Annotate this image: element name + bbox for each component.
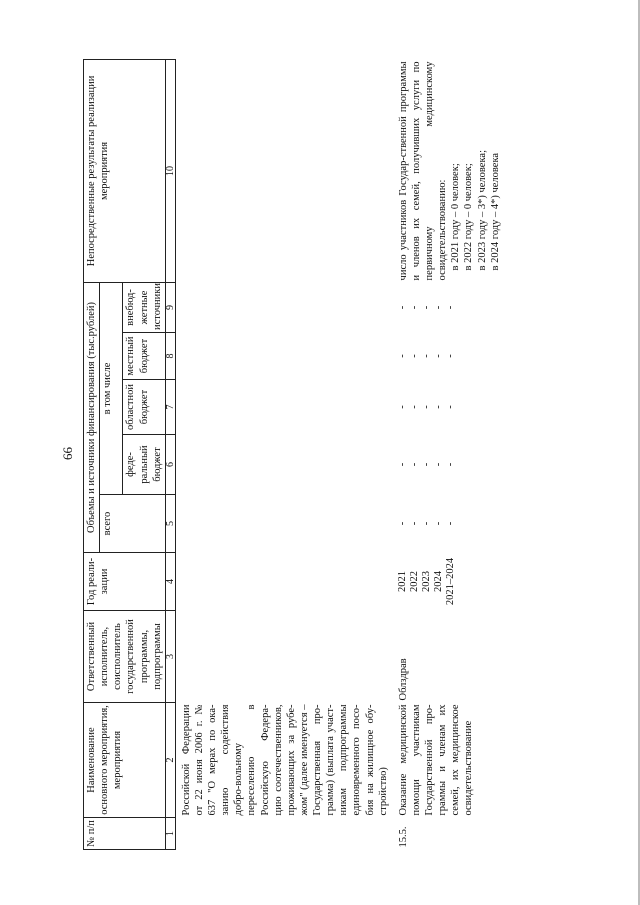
extra-values <box>391 282 503 332</box>
result-item: в 2024 году – 4*) человека <box>489 152 501 271</box>
header-number: № п/п <box>84 818 166 850</box>
program-table <box>83 59 503 850</box>
dash: - <box>432 462 444 467</box>
regional-values <box>391 380 503 435</box>
col-num: 10 <box>165 59 175 282</box>
result-item: в 2021 году – 0 человек; <box>450 163 462 271</box>
result-item: в 2023 году – 3*) человека; <box>476 150 488 271</box>
total-values <box>391 495 503 553</box>
dash: - <box>432 405 444 409</box>
dash: - <box>432 521 444 526</box>
col-num: 8 <box>165 333 175 380</box>
row-executor: Облздрав <box>397 658 409 701</box>
dash: - <box>396 405 408 409</box>
header-local: местный бюджет <box>123 333 165 380</box>
col-num: 4 <box>165 553 175 611</box>
dash: - <box>420 305 432 310</box>
year-2022: 2022 <box>408 571 420 592</box>
col-num: 3 <box>165 611 175 703</box>
col-num: 5 <box>165 495 175 553</box>
dash: - <box>444 405 456 409</box>
dash: - <box>408 462 420 467</box>
col-num: 2 <box>165 703 175 818</box>
dash: - <box>396 354 408 358</box>
dash: - <box>396 462 408 467</box>
year-2021: 2021 <box>396 571 408 592</box>
dash: - <box>396 521 408 526</box>
header-results: Непосредственные результаты реализации мероприятия <box>84 59 166 282</box>
col-num: 1 <box>165 818 175 850</box>
dash: - <box>444 462 456 467</box>
header-total: всего <box>100 495 166 553</box>
continued-text: Российской Федерации от 22 июня 2006 г. № 637 "О мерах по ока-занию содействия добро-вольному переселению в Российскую Федера-цию соотечественников, проживающих за рубе-жом" (далее именуется – Государственная про-грамма) (выплата участ-никам подпрограммы единовременного посо-бия на жилищное обу-стройство) <box>180 704 389 816</box>
year-2024: 2024 <box>432 571 444 592</box>
header-federal: феде-ральный бюджет <box>123 435 165 495</box>
header-regional: областной бюджет <box>123 380 165 435</box>
dash: - <box>444 305 456 310</box>
dash: - <box>420 354 432 358</box>
col-num: 7 <box>165 380 175 435</box>
column-numbers-row <box>165 59 175 849</box>
continued-row <box>175 59 391 849</box>
year-total: 2021–2024 <box>444 557 456 606</box>
header-including: в том числе <box>100 282 123 494</box>
col-num: 6 <box>165 435 175 495</box>
result-item: в 2022 году – 0 человек; <box>463 163 475 271</box>
year-2023: 2023 <box>420 571 432 592</box>
dash: - <box>408 354 420 358</box>
row-number: 15.5. <box>397 826 409 848</box>
dash: - <box>420 462 432 467</box>
header-funding: Объемы и источники финансирования (тыс.рублей) <box>84 282 100 552</box>
local-values <box>391 333 503 380</box>
header-row-1 <box>84 59 100 849</box>
page-number: 66 <box>60 447 75 460</box>
dash: - <box>420 405 432 409</box>
dash: - <box>420 521 432 526</box>
dash: - <box>408 305 420 310</box>
dash: - <box>444 354 456 358</box>
dash: - <box>432 305 444 310</box>
row-years <box>391 553 503 611</box>
table-row <box>391 59 503 849</box>
col-num: 9 <box>165 282 175 332</box>
row-name: Оказание медицинской помощи участникам Государственной про-граммы и членам их семей, их медицинское освидетельствование <box>397 704 475 816</box>
header-name: Наименование основного мероприятия, мероприятия <box>84 703 166 818</box>
row-results <box>391 59 503 282</box>
dash: - <box>444 521 456 526</box>
dash: - <box>408 521 420 526</box>
dash: - <box>408 405 420 409</box>
header-year: Год реали-зации <box>84 553 166 611</box>
dash: - <box>396 305 408 310</box>
result-text: число участников Государ-ственной программы и членов их семей, получивших услуги по первичному медицинскому освидетельствованию: <box>397 61 449 281</box>
header-executor: Ответственный исполнитель, соисполнитель государственной программы, подпрограммы <box>84 611 166 703</box>
federal-values <box>391 435 503 495</box>
header-extra: внебюд-жетные источники <box>123 282 165 332</box>
dash: - <box>432 354 444 358</box>
